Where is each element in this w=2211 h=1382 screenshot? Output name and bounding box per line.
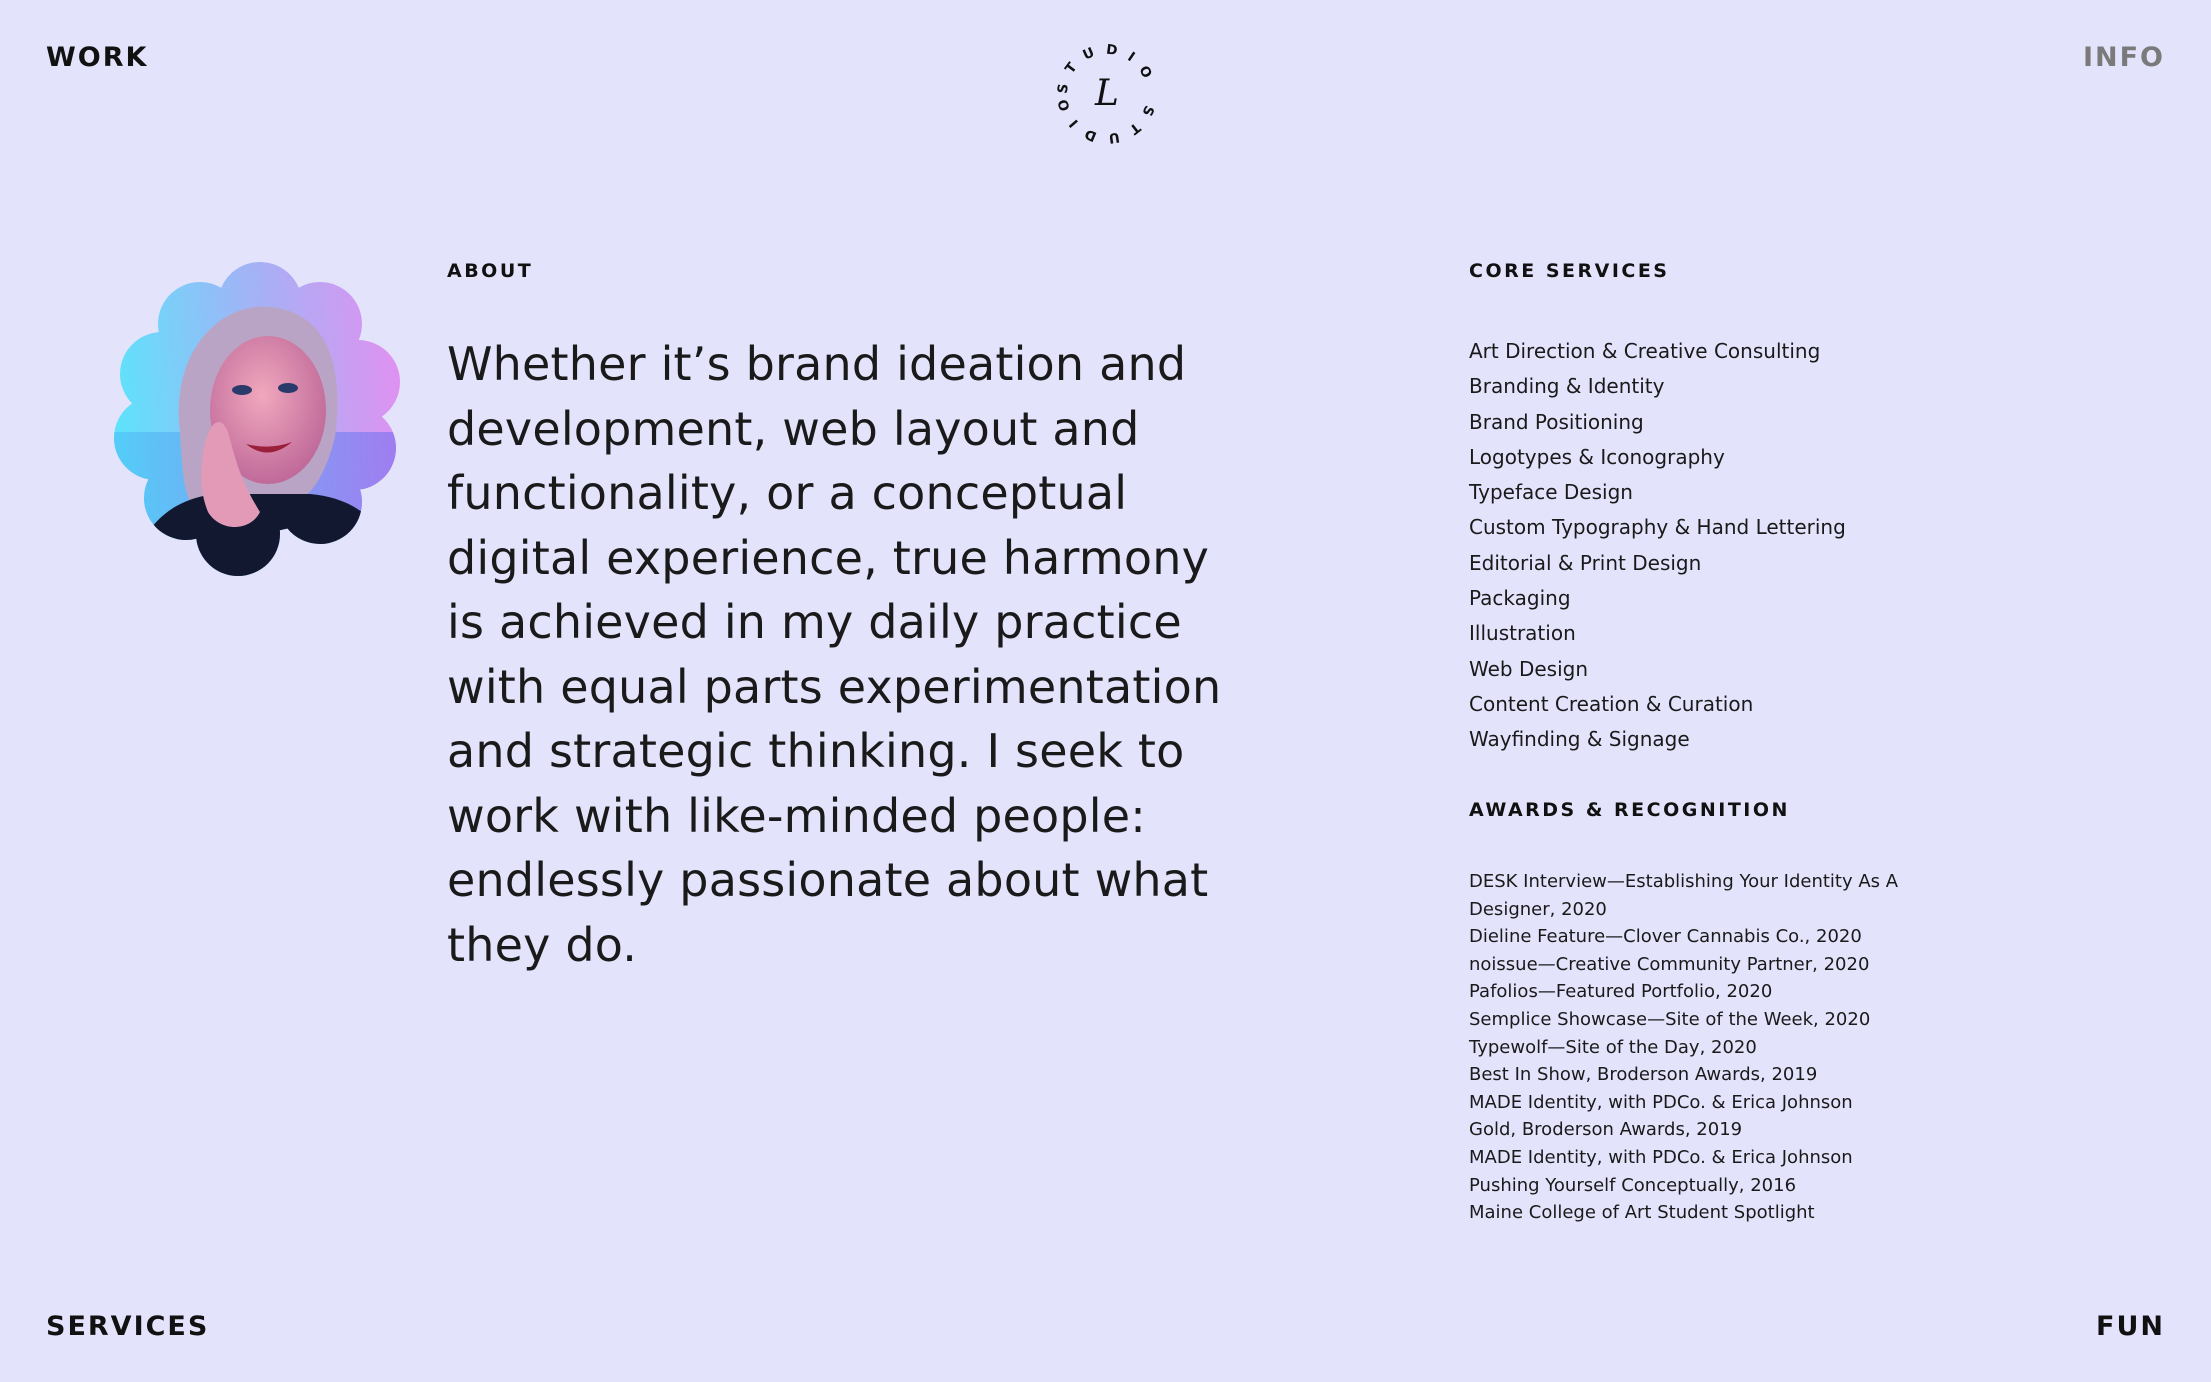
award-item: Pushing Yourself Conceptually, 2016 — [1469, 1174, 1797, 1196]
logo-monogram: L — [1095, 73, 1119, 114]
award-item: noissue—Creative Community Partner, 2020 — [1469, 953, 1870, 975]
service-item: Branding & Identity — [1469, 374, 1665, 399]
award-item: Maine College of Art Student Spotlight — [1469, 1202, 1815, 1224]
service-item: Web Design — [1469, 656, 1589, 681]
core-services-heading: CORE SERVICES — [1469, 260, 1670, 282]
award-item: Dieline Feature—Clover Cannabis Co., 2020 — [1469, 926, 1862, 948]
award-item: Best In Show, Broderson Awards, 2019 — [1469, 1064, 1818, 1086]
nav-work-link[interactable]: WORK — [46, 42, 149, 73]
nav-fun-link[interactable]: FUN — [2096, 1311, 2165, 1342]
award-item: Pafolios—Featured Portfolio, 2020 — [1469, 981, 1773, 1003]
awards-list — [1469, 868, 1939, 1227]
award-item: DESK Interview—Establishing Your Identity As A Designer, 2020 — [1469, 871, 1899, 920]
studio-logo[interactable] — [1051, 38, 1163, 150]
service-item: Art Direction & Creative Consulting — [1469, 339, 1821, 363]
nav-services-link[interactable]: SERVICES — [46, 1311, 210, 1342]
service-item: Custom Typography & Hand Lettering — [1469, 515, 1846, 540]
logo-ring-text: STUDIO STUDIO — [1054, 41, 1160, 147]
nav-info-link[interactable]: INFO — [2082, 42, 2165, 73]
service-item: Editorial & Print Design — [1469, 550, 1702, 575]
service-item: Typeface Design — [1469, 480, 1633, 505]
service-item: Packaging — [1469, 586, 1571, 611]
studio-seal-icon — [1051, 38, 1163, 150]
service-item: Wayfinding & Signage — [1469, 727, 1690, 752]
service-item: Brand Positioning — [1469, 409, 1644, 434]
service-item: Logotypes & Iconography — [1469, 444, 1725, 469]
award-item: Typewolf—Site of the Day, 2020 — [1469, 1036, 1757, 1058]
award-item: Semplice Showcase—Site of the Week, 2020 — [1469, 1008, 1871, 1030]
portrait-photo-icon — [110, 262, 410, 582]
award-item: Gold, Broderson Awards, 2019 — [1469, 1119, 1743, 1141]
award-item: MADE Identity, with PDCo. & Erica Johnson — [1469, 1146, 1853, 1168]
about-heading: ABOUT — [447, 260, 534, 282]
service-item: Illustration — [1469, 621, 1576, 646]
about-paragraph: Whether it’s brand ideation and development, web layout and functionality, or a conceptual digital experience, true harmony is achieved in my daily practice with equal parts experimentation and strategic thinking. I seek to work with like-minded people: endlessly passionate about what they do. — [447, 337, 1222, 972]
award-item: MADE Identity, with PDCo. & Erica Johnson — [1469, 1091, 1853, 1113]
service-item: Content Creation & Curation — [1469, 691, 1754, 716]
core-services-list — [1469, 334, 2069, 758]
awards-heading: AWARDS & RECOGNITION — [1469, 799, 1790, 821]
portrait-photo — [110, 262, 410, 582]
